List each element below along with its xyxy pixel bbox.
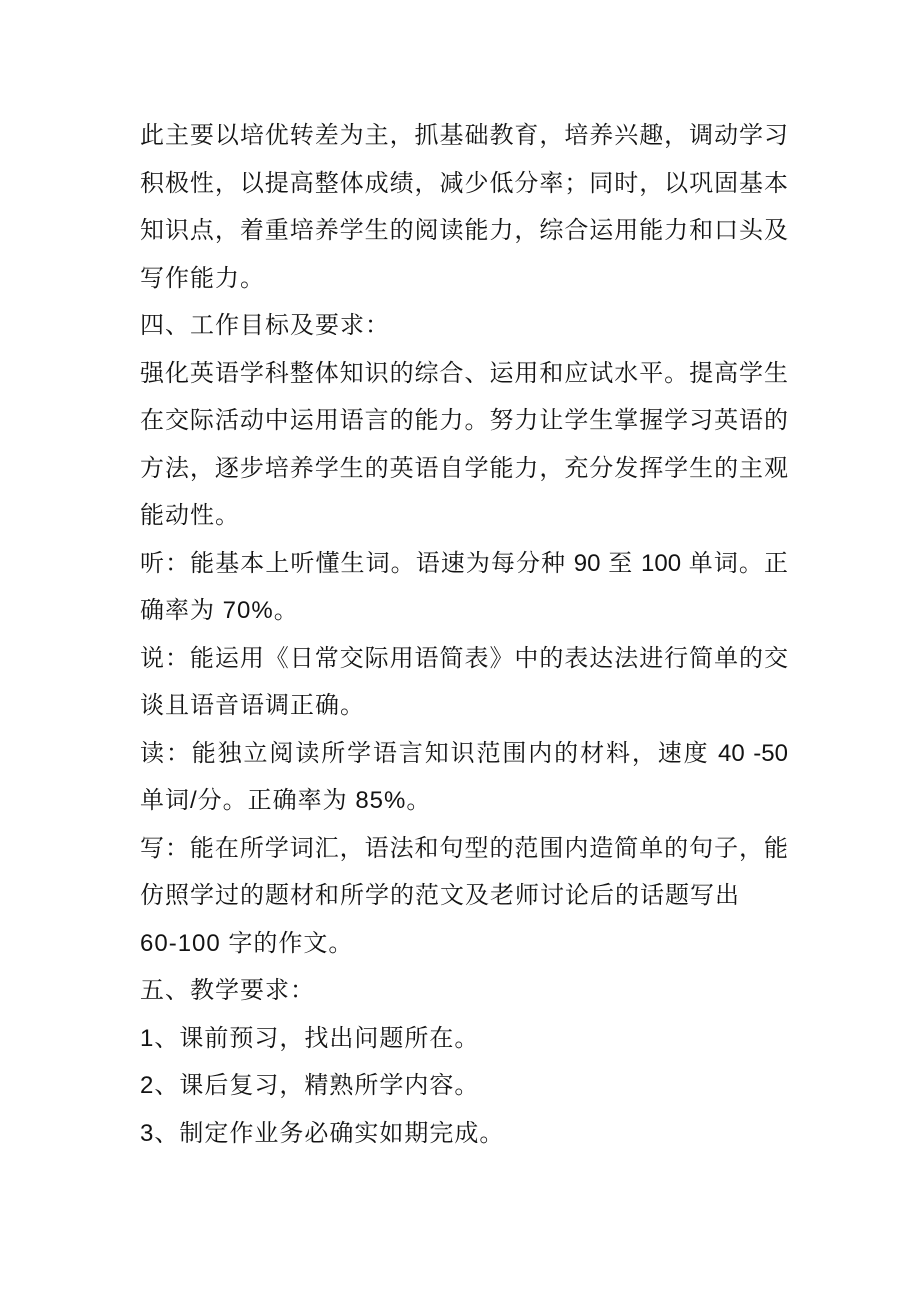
text-line: 写作能力。	[140, 264, 265, 292]
text-line: 仿照学过的题材和所学的范文及老师讨论后的话题写出	[140, 882, 740, 909]
list-item-1	[140, 1015, 788, 1063]
para-overview	[140, 112, 788, 302]
text-line: 方法，逐步培养学生的英语自学能力，充分发挥学生的主观	[140, 454, 788, 482]
text-line: 四、工作目标及要求：	[140, 312, 390, 339]
text-line: 说：能运用《日常交际用语简表》中的表达法进行简单的交	[140, 644, 788, 672]
text-line: 1、课前预习，找出问题所在。	[140, 1024, 480, 1052]
text-line: 读：能独立阅读所学语言知识范围内的材料，速度 40 -50	[140, 739, 788, 767]
text-line: 2、课后复习，精熟所学内容。	[140, 1072, 480, 1099]
text-line: 确率为 70%。	[140, 597, 299, 624]
text-line: 知识点，着重培养学生的阅读能力，综合运用能力和口头及	[140, 217, 788, 244]
list-item-3	[140, 1110, 788, 1158]
text-line: 60-100 字的作文。	[140, 929, 354, 957]
text-line: 谈且语音语调正确。	[140, 692, 365, 719]
text-line: 在交际活动中运用语言的能力。努力让学生掌握学习英语的	[140, 407, 788, 434]
text-line: 此主要以培优转差为主，抓基础教育，培养兴趣，调动学习	[140, 122, 788, 149]
text-line: 能动性。	[140, 502, 240, 529]
text-line: 写：能在所学词汇，语法和句型的范围内造简单的句子，能	[140, 834, 788, 862]
heading-section-five	[140, 967, 788, 1015]
heading-section-four	[140, 302, 788, 350]
text-line: 3、制定作业务必确实如期完成。	[140, 1119, 505, 1147]
para-reading	[140, 730, 788, 825]
text-line: 积极性，以提高整体成绩，减少低分率；同时，以巩固基本	[140, 169, 788, 197]
list-item-2	[140, 1062, 788, 1110]
text-line: 听：能基本上听懂生词。语速为每分种 90 至 100 单词。正	[140, 549, 788, 577]
para-writing	[140, 825, 788, 968]
text-line: 五、教学要求：	[140, 977, 315, 1004]
text-line: 强化英语学科整体知识的综合、运用和应试水平。提高学生	[140, 359, 788, 387]
para-listening	[140, 540, 788, 635]
para-work-goals	[140, 350, 788, 540]
text-line: 单词/分。正确率为 85%。	[140, 787, 432, 814]
para-speaking	[140, 635, 788, 730]
